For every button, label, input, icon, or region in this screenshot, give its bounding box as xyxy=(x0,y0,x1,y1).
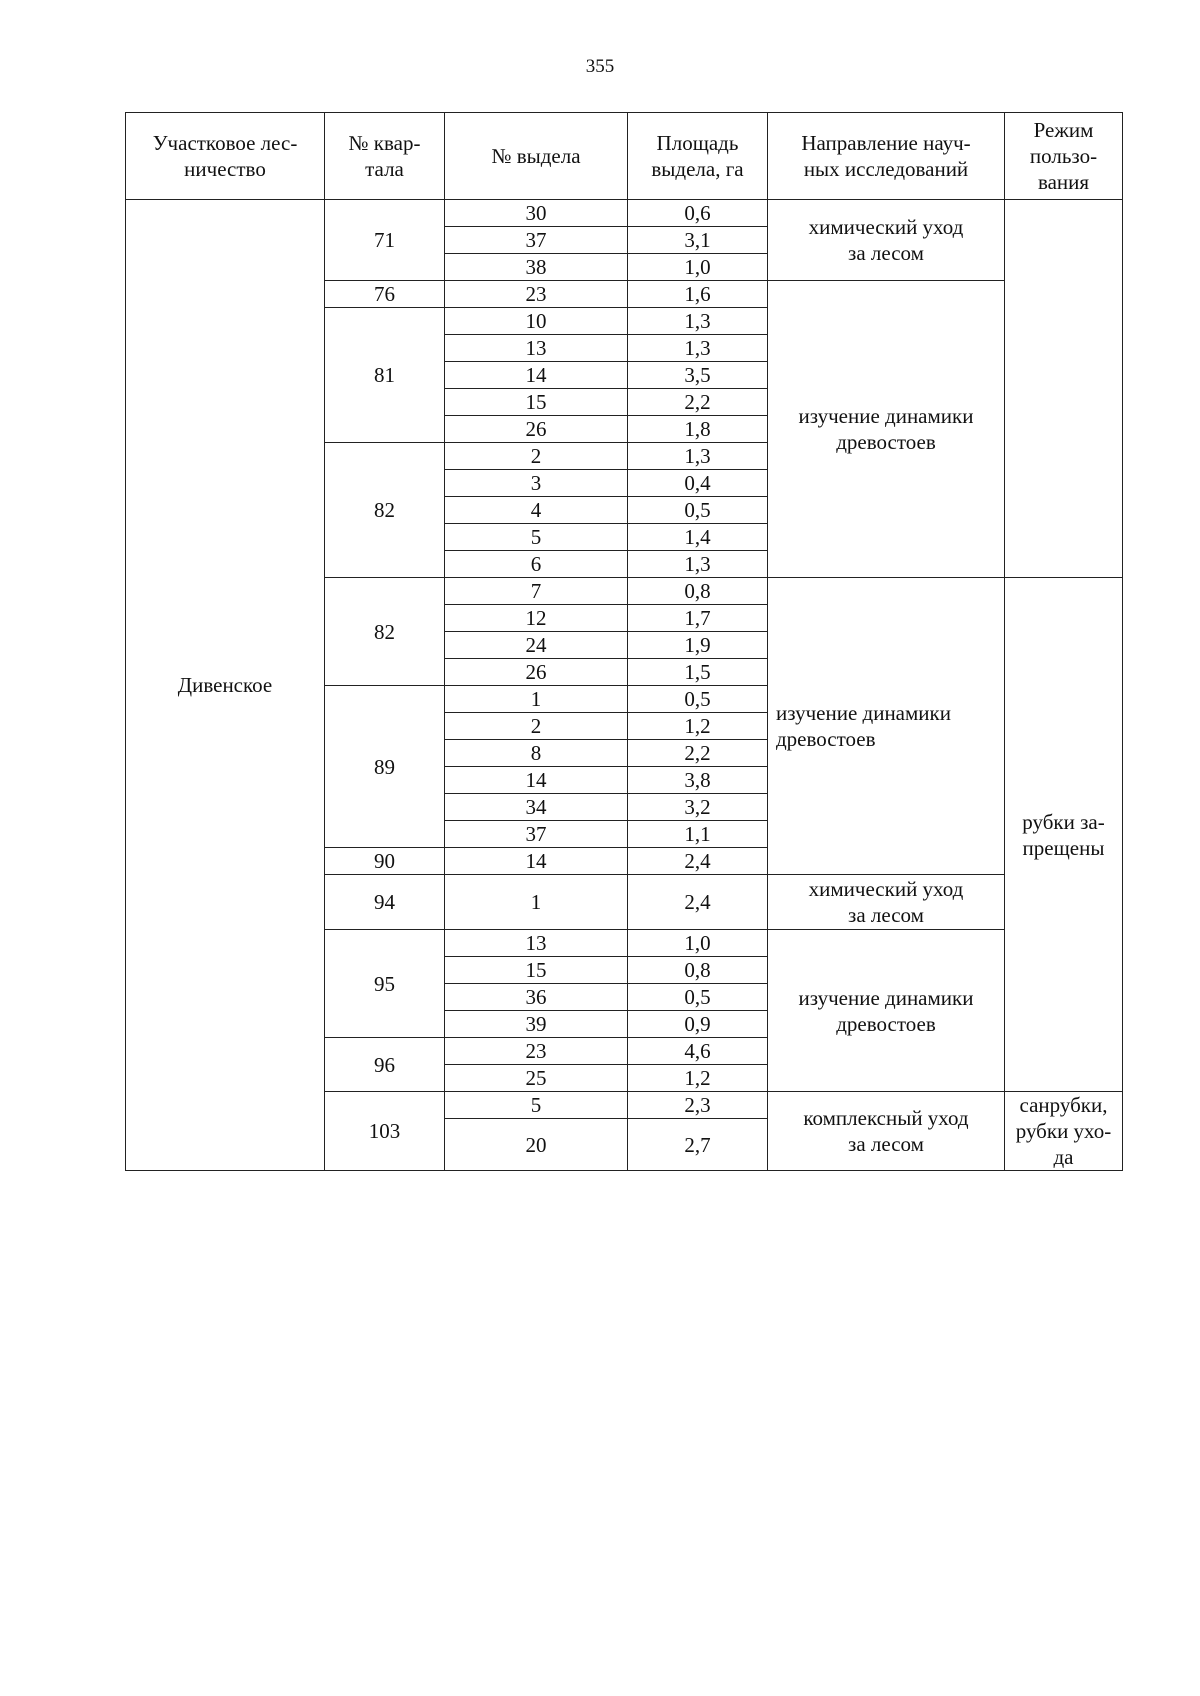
quarter-cell: 71 xyxy=(325,200,445,281)
area-cell: 4,6 xyxy=(628,1038,768,1065)
area-cell: 2,4 xyxy=(628,848,768,875)
regime-cell-empty xyxy=(1005,200,1123,578)
plot-cell: 23 xyxy=(445,281,628,308)
plot-cell: 38 xyxy=(445,254,628,281)
area-cell: 1,6 xyxy=(628,281,768,308)
area-cell: 2,4 xyxy=(628,875,768,930)
table-header-row xyxy=(126,113,1123,200)
quarter-cell: 103 xyxy=(325,1092,445,1171)
plot-cell: 26 xyxy=(445,416,628,443)
quarter-cell: 96 xyxy=(325,1038,445,1092)
area-cell: 1,3 xyxy=(628,551,768,578)
plot-cell: 3 xyxy=(445,470,628,497)
plot-cell: 12 xyxy=(445,605,628,632)
direction-cell: комплексный уход за лесом xyxy=(768,1092,1005,1171)
area-cell: 3,1 xyxy=(628,227,768,254)
area-cell: 0,8 xyxy=(628,578,768,605)
direction-cell: химический уход за лесом xyxy=(768,200,1005,281)
direction-cell: изучение динамики древостоев xyxy=(768,578,1005,875)
plot-cell: 23 xyxy=(445,1038,628,1065)
plot-cell: 39 xyxy=(445,1011,628,1038)
area-cell: 0,8 xyxy=(628,957,768,984)
quarter-cell: 82 xyxy=(325,443,445,578)
area-cell: 1,2 xyxy=(628,1065,768,1092)
plot-cell: 13 xyxy=(445,335,628,362)
direction-cell: изучение динамики древостоев xyxy=(768,281,1005,578)
area-cell: 1,3 xyxy=(628,443,768,470)
area-cell: 0,5 xyxy=(628,686,768,713)
area-cell: 1,3 xyxy=(628,308,768,335)
plot-cell: 34 xyxy=(445,794,628,821)
header-direction: Направление науч- ных исследований xyxy=(768,113,1005,200)
direction-cell: химический уход за лесом xyxy=(768,875,1005,930)
header-forestry: Участковое лес- ничество xyxy=(126,113,325,200)
area-cell: 3,5 xyxy=(628,362,768,389)
area-cell: 0,5 xyxy=(628,984,768,1011)
plot-cell: 1 xyxy=(445,875,628,930)
area-cell: 0,4 xyxy=(628,470,768,497)
forestry-cell: Дивенское xyxy=(126,200,325,1171)
header-plot: № выдела xyxy=(445,113,628,200)
area-cell: 1,0 xyxy=(628,930,768,957)
area-cell: 1,8 xyxy=(628,416,768,443)
area-cell: 2,2 xyxy=(628,740,768,767)
plot-cell: 20 xyxy=(445,1119,628,1171)
plot-cell: 14 xyxy=(445,848,628,875)
plot-cell: 15 xyxy=(445,957,628,984)
plot-cell: 26 xyxy=(445,659,628,686)
quarter-cell: 82 xyxy=(325,578,445,686)
area-cell: 3,2 xyxy=(628,794,768,821)
area-cell: 2,2 xyxy=(628,389,768,416)
plot-cell: 6 xyxy=(445,551,628,578)
plot-cell: 25 xyxy=(445,1065,628,1092)
plot-cell: 2 xyxy=(445,713,628,740)
plot-cell: 10 xyxy=(445,308,628,335)
quarter-cell: 76 xyxy=(325,281,445,308)
plot-cell: 5 xyxy=(445,524,628,551)
plot-cell: 8 xyxy=(445,740,628,767)
area-cell: 1,0 xyxy=(628,254,768,281)
area-cell: 0,5 xyxy=(628,497,768,524)
forest-research-table xyxy=(125,112,1123,1171)
plot-cell: 30 xyxy=(445,200,628,227)
area-cell: 1,5 xyxy=(628,659,768,686)
plot-cell: 24 xyxy=(445,632,628,659)
plot-cell: 1 xyxy=(445,686,628,713)
plot-cell: 14 xyxy=(445,767,628,794)
plot-cell: 14 xyxy=(445,362,628,389)
plot-cell: 15 xyxy=(445,389,628,416)
plot-cell: 7 xyxy=(445,578,628,605)
area-cell: 2,3 xyxy=(628,1092,768,1119)
area-cell: 1,3 xyxy=(628,335,768,362)
plot-cell: 37 xyxy=(445,821,628,848)
area-cell: 1,9 xyxy=(628,632,768,659)
plot-cell: 5 xyxy=(445,1092,628,1119)
header-quarter: № квар- тала xyxy=(325,113,445,200)
page-number: 355 xyxy=(585,56,615,77)
area-cell: 3,8 xyxy=(628,767,768,794)
area-cell: 2,7 xyxy=(628,1119,768,1171)
header-area: Площадь выдела, га xyxy=(628,113,768,200)
header-regime: Режим пользо- вания xyxy=(1005,113,1123,200)
quarter-cell: 95 xyxy=(325,930,445,1038)
area-cell: 0,9 xyxy=(628,1011,768,1038)
quarter-cell: 90 xyxy=(325,848,445,875)
regime-cell: рубки за- прещены xyxy=(1005,578,1123,1092)
table-row xyxy=(126,200,1123,227)
plot-cell: 13 xyxy=(445,930,628,957)
plot-cell: 36 xyxy=(445,984,628,1011)
area-cell: 1,7 xyxy=(628,605,768,632)
direction-cell: изучение динамики древостоев xyxy=(768,930,1005,1092)
quarter-cell: 94 xyxy=(325,875,445,930)
area-cell: 1,2 xyxy=(628,713,768,740)
area-cell: 0,6 xyxy=(628,200,768,227)
quarter-cell: 81 xyxy=(325,308,445,443)
area-cell: 1,4 xyxy=(628,524,768,551)
area-cell: 1,1 xyxy=(628,821,768,848)
plot-cell: 2 xyxy=(445,443,628,470)
regime-cell: санрубки, рубки ухо- да xyxy=(1005,1092,1123,1171)
plot-cell: 37 xyxy=(445,227,628,254)
quarter-cell: 89 xyxy=(325,686,445,848)
plot-cell: 4 xyxy=(445,497,628,524)
